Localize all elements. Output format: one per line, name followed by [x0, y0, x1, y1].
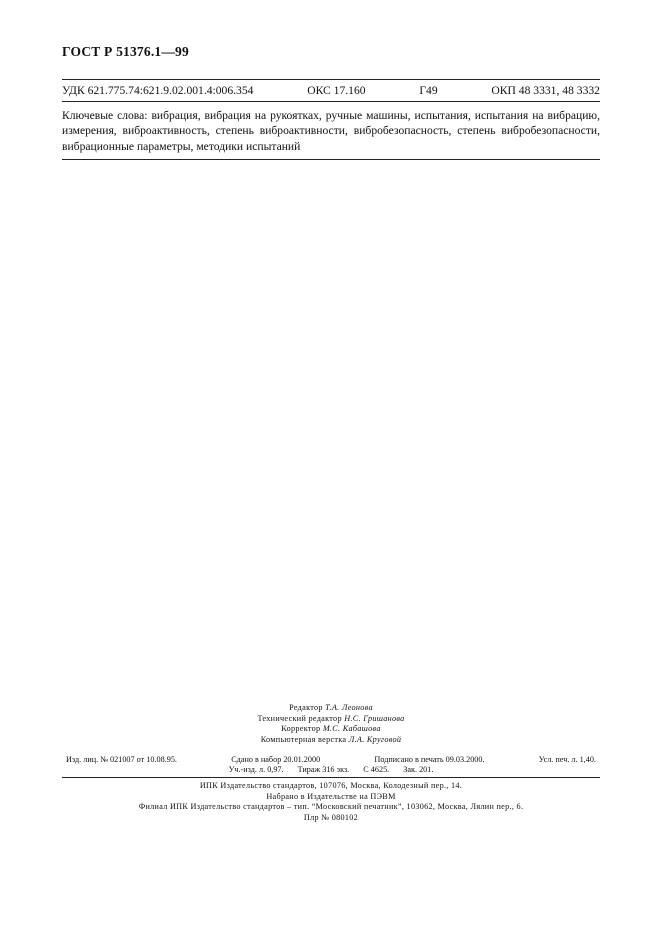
okp-code: ОКП 48 3331, 48 3332 [491, 84, 600, 97]
credit-layout-label: Компьютерная верстка [260, 734, 347, 744]
keywords-paragraph: Ключевые слова: вибрация, вибрация на рукоятках, ручные машины, испытания, испытания на вибрацию, измерения, виброактивность, степень виброактивности, вибробезопасность, степень вибробезопасности, вибрационные параметры, методики испытаний [62, 109, 600, 153]
order-z: Зак. 201. [403, 765, 434, 774]
credit-tech-editor-label: Технический редактор [257, 713, 342, 723]
credit-corrector-name: М.С. Кабашова [322, 724, 381, 734]
classification-divider [62, 101, 600, 102]
oks-code: ОКС 17.160 [307, 84, 366, 97]
classification-row [62, 84, 600, 97]
credit-corrector [62, 724, 600, 735]
credit-layout [62, 735, 600, 746]
credit-layout-name: Л.А. Круговой [348, 734, 402, 744]
group-code: Г49 [419, 84, 438, 97]
credit-corrector-label: Корректор [281, 724, 321, 734]
credit-editor [62, 703, 600, 714]
printer-line-3: Филиал ИПК Издательство стандартов – тип. “Московский печатник”, 103062, Москва, Лялин пер., 6. [138, 802, 524, 812]
license-info: Изд. лиц. № 021007 от 10.08.95. [66, 755, 177, 764]
publication-info-line-2 [62, 765, 600, 774]
top-divider [62, 79, 600, 80]
credit-editor-name: Т.А. Леонова [325, 703, 373, 712]
print-sheets: Усл. печ. л. 1,40. [538, 755, 596, 764]
credit-editor-label: Редактор [289, 703, 323, 712]
editorial-credits [62, 703, 600, 745]
imprint-divider [62, 777, 600, 778]
keywords-divider [62, 159, 600, 160]
submitted-date: Сдано в набор 20.01.2000 [231, 755, 321, 764]
printer-imprint [62, 781, 600, 823]
signed-date: Подписано в печать 09.03.2000. [374, 755, 485, 764]
document-code: ГОСТ Р 51376.1—99 [62, 44, 189, 59]
printer-line-2: Набрано в Издательстве на ПЭВМ [266, 791, 396, 801]
credit-tech-editor [62, 714, 600, 725]
print-run: Тираж 316 экз. [297, 765, 350, 774]
publication-info-line-1 [66, 755, 596, 764]
udk-code: УДК 621.775.74:621.9.02.001.4:006.354 [62, 84, 254, 97]
printer-line-4: Плр № 080102 [303, 812, 359, 822]
printer-line-1: ИПК Издательство стандартов, 107076, Москва, Колодезный пер., 14. [199, 781, 463, 790]
credit-tech-editor-name: Н.С. Гришанова [344, 713, 405, 723]
order-c: С 4625. [363, 765, 390, 774]
pub-sheets: Уч.-изд. л. 0,97. [228, 765, 284, 774]
